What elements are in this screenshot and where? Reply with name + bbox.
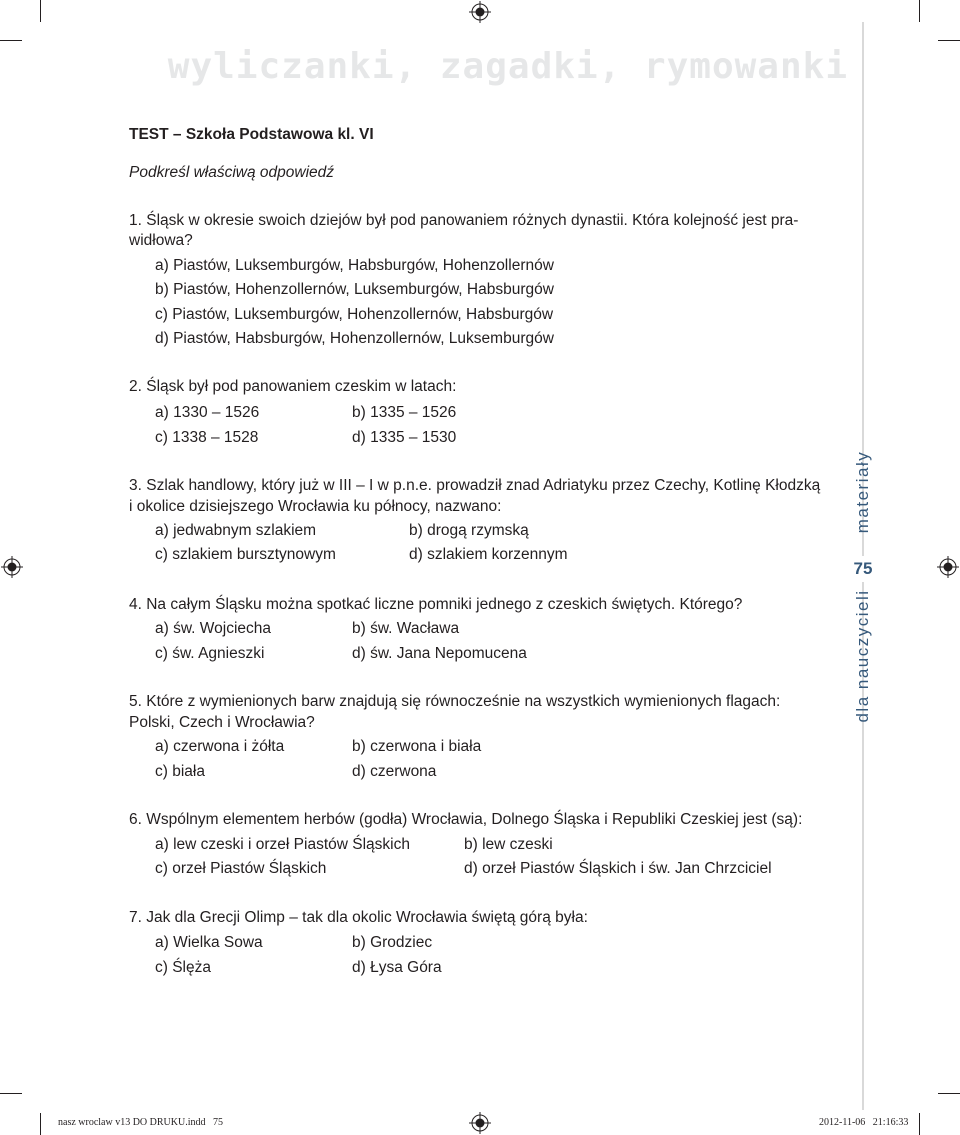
question-6: 6. Wspólnym elementem herbów (godła) Wrocławia, Dolnego Śląska i Republiki Czeskiej jest (są): <box>129 811 803 828</box>
answer-5b: b) czerwona i biała <box>352 738 482 755</box>
answer-5d: d) czerwona <box>352 763 437 780</box>
answer-4c: c) św. Agnieszki <box>155 645 265 662</box>
answer-1c: c) Piastów, Luksemburgów, Hohenzollernów, Habsburgów <box>155 306 554 323</box>
page-number: 75 <box>840 556 886 582</box>
print-slug-file: nasz wroclaw v13 DO DRUKU.indd 75 <box>58 1117 223 1128</box>
answer-1a: a) Piastów, Luksemburgów, Habsburgów, Hohenzollernów <box>155 257 554 274</box>
print-slug-timestamp: 2012-11-06 21:16:33 <box>819 1117 909 1128</box>
answer-4a: a) św. Wojciecha <box>155 620 272 637</box>
question-4: 4. Na całym Śląsku można spotkać liczne pomniki jednego z czeskich świętych. Którego? <box>129 596 743 613</box>
sidebar-label-top: materiały <box>853 450 872 534</box>
answer-4b: b) św. Wacława <box>352 620 460 637</box>
crop-mark <box>0 40 22 41</box>
question-3-line-2: i okolice dzisiejszego Wrocławia ku północy, nazwano: <box>129 498 502 515</box>
registration-mark-icon <box>937 556 959 578</box>
question-1-line-2: widłowa? <box>129 232 193 249</box>
answer-3a: a) jedwabnym szlakiem <box>155 522 317 539</box>
crop-mark <box>919 1113 920 1135</box>
answer-7c: c) Ślęża <box>155 959 211 976</box>
answer-3c: c) szlakiem bursztynowym <box>155 546 336 563</box>
answer-7d: d) Łysa Góra <box>352 959 442 976</box>
crop-mark <box>40 0 41 22</box>
registration-mark-icon <box>469 1 491 23</box>
question-2: 2. Śląsk był pod panowaniem czeskim w latach: <box>129 378 457 395</box>
answer-4d: d) św. Jana Nepomucena <box>352 645 527 662</box>
question-5-line-2: Polski, Czech i Wrocławia? <box>129 714 315 731</box>
question-3-line-1: 3. Szlak handlowy, który już w III – I w p.n.e. prowadził znad Adriatyku przez Czechy, Kotlinę Kłodzką <box>129 477 821 494</box>
answer-5a: a) czerwona i żółta <box>155 738 285 755</box>
answer-6a: a) lew czeski i orzeł Piastów Śląskich <box>155 836 410 853</box>
answer-3d: d) szlakiem korzennym <box>409 546 568 563</box>
crop-mark <box>0 1093 22 1094</box>
answer-7a: a) Wielka Sowa <box>155 934 263 951</box>
answer-2b: b) 1335 – 1526 <box>352 404 457 421</box>
question-5-line-1: 5. Które z wymienionych barw znajdują się równocześnie na wszystkich wymienionych flagach: <box>129 693 781 710</box>
running-header: wyliczanki, zagadki, rymowanki <box>167 46 848 87</box>
answer-6d: d) orzeł Piastów Śląskich i św. Jan Chrzciciel <box>464 860 772 877</box>
answer-2c: c) 1338 – 1528 <box>155 429 259 446</box>
answer-2a: a) 1330 – 1526 <box>155 404 260 421</box>
registration-mark-icon <box>469 1112 491 1134</box>
answer-7b: b) Grodziec <box>352 934 433 951</box>
answer-2d: d) 1335 – 1530 <box>352 429 457 446</box>
registration-mark-icon <box>1 556 23 578</box>
answer-5c: c) biała <box>155 763 205 780</box>
sidebar-label-bottom: dla nauczycieli <box>853 589 872 723</box>
answer-6c: c) orzeł Piastów Śląskich <box>155 860 327 877</box>
test-title: TEST – Szkoła Podstawowa kl. VI <box>129 126 374 143</box>
answer-6b: b) lew czeski <box>464 836 553 853</box>
crop-mark <box>919 0 920 22</box>
answer-1d: d) Piastów, Habsburgów, Hohenzollernów, Luksemburgów <box>155 330 554 347</box>
instruction: Podkreśl właściwą odpowiedź <box>129 164 335 181</box>
crop-mark <box>40 1113 41 1135</box>
crop-mark <box>938 40 960 41</box>
question-1-line-1: 1. Śląsk w okresie swoich dziejów był pod panowaniem różnych dynastii. Która kolejność jest pra- <box>129 212 799 229</box>
crop-mark <box>938 1093 960 1094</box>
answer-1b: b) Piastów, Hohenzollernów, Luksemburgów, Habsburgów <box>155 281 554 298</box>
answer-3b: b) drogą rzymską <box>409 522 529 539</box>
question-7: 7. Jak dla Grecji Olimp – tak dla okolic Wrocławia świętą górą była: <box>129 909 588 926</box>
